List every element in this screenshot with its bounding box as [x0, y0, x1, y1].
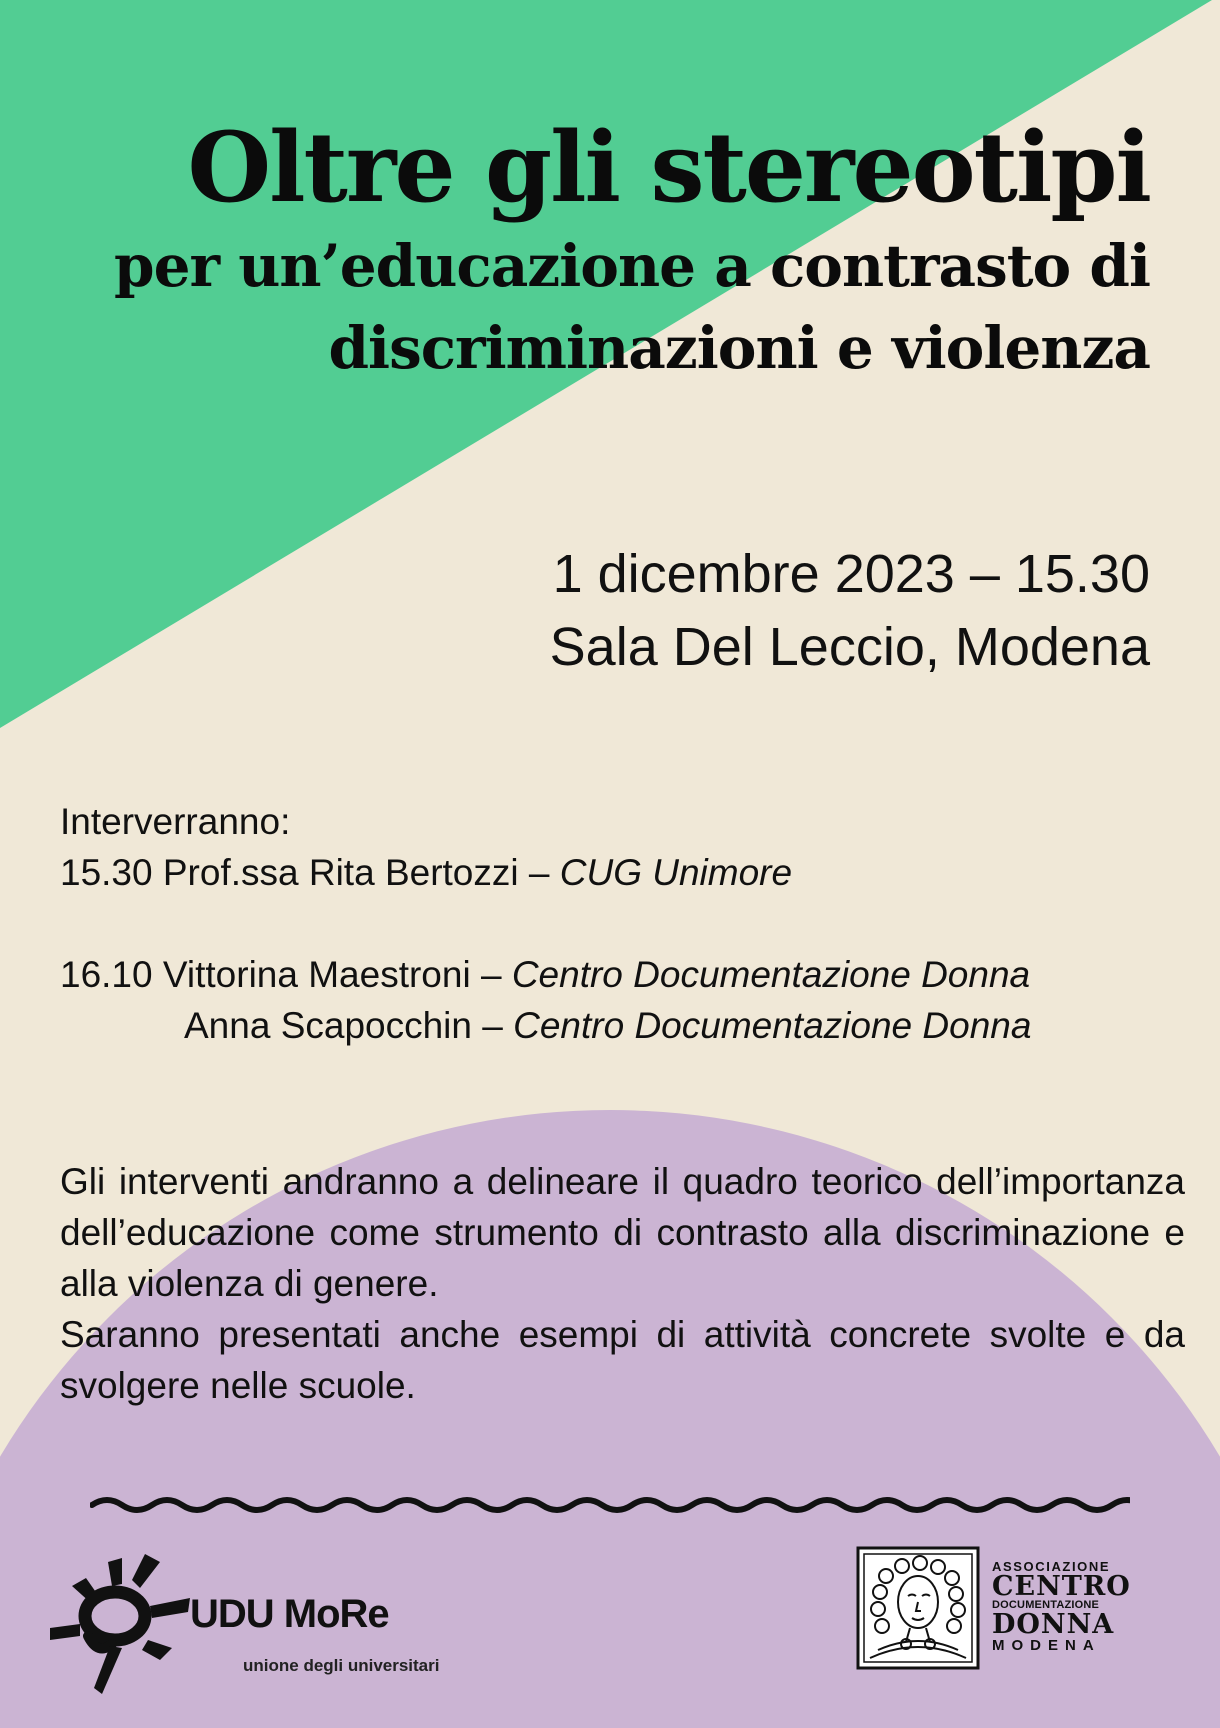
- poster-title: Oltre gli stereotipi: [187, 111, 1150, 224]
- event-info: [550, 538, 1150, 684]
- udu-more-logo: [50, 1548, 460, 1698]
- speaker-name: Vittorina Maestroni –: [162, 954, 512, 995]
- speaker-gap: [60, 898, 1190, 949]
- description-paragraph-2: Saranno presentati anche esempi di attività concrete svolte e da svolgere nelle scuole.: [60, 1314, 1185, 1406]
- speaker-name: Anna Scapocchin –: [184, 1005, 514, 1046]
- speaker-time: 15.30: [60, 852, 153, 893]
- speaker-row: [60, 847, 1190, 898]
- cdd-line-2: CENTRO: [992, 1571, 1131, 1602]
- cdd-wordmark: [992, 1559, 1131, 1654]
- sun-icon: [50, 1548, 190, 1698]
- cdd-line-1: ASSOCIAZIONE: [992, 1559, 1111, 1574]
- subtitle-line-2: discriminazioni e violenza: [328, 314, 1150, 383]
- cdd-logo: [856, 1546, 1131, 1676]
- title-block: [50, 111, 1150, 390]
- speaker-time: 16.10: [60, 954, 153, 995]
- speaker-org: CUG Unimore: [559, 852, 793, 893]
- woman-portrait-icon: [856, 1546, 980, 1670]
- speaker-org: Centro Documentazione Donna: [513, 1005, 1032, 1046]
- speakers-heading: Interverranno:: [60, 801, 291, 842]
- description: [60, 1156, 1185, 1411]
- cdd-line-3: DOCUMENTAZIONE: [992, 1599, 1100, 1611]
- speaker-row: [60, 949, 1190, 1000]
- event-location: Sala Del Leccio, Modena: [549, 617, 1150, 677]
- cdd-line-5: MODENA: [992, 1637, 1101, 1654]
- description-paragraph-1: Gli interventi andranno a delineare il quadro teorico dell’importanza dell’educazione come strumento di contrasto alla discriminazione e alla violenza di genere.: [60, 1161, 1185, 1304]
- udu-name: UDU MoRe: [190, 1592, 389, 1636]
- speaker-org: Centro Documentazione Donna: [511, 954, 1031, 995]
- subtitle-line-1: per un’educazione a contrasto di: [114, 231, 1150, 300]
- speaker-row: [60, 1000, 1190, 1051]
- speakers-section: [60, 796, 1190, 1051]
- udu-tagline: unione degli universitari: [243, 1656, 440, 1675]
- event-datetime: 1 dicembre 2023 – 15.30: [552, 544, 1150, 604]
- poster-subtitle: [50, 225, 1150, 390]
- speaker-name: Prof.ssa Rita Bertozzi –: [162, 852, 560, 893]
- cdd-line-4: DONNA: [992, 1609, 1115, 1640]
- wavy-divider: [90, 1490, 1130, 1520]
